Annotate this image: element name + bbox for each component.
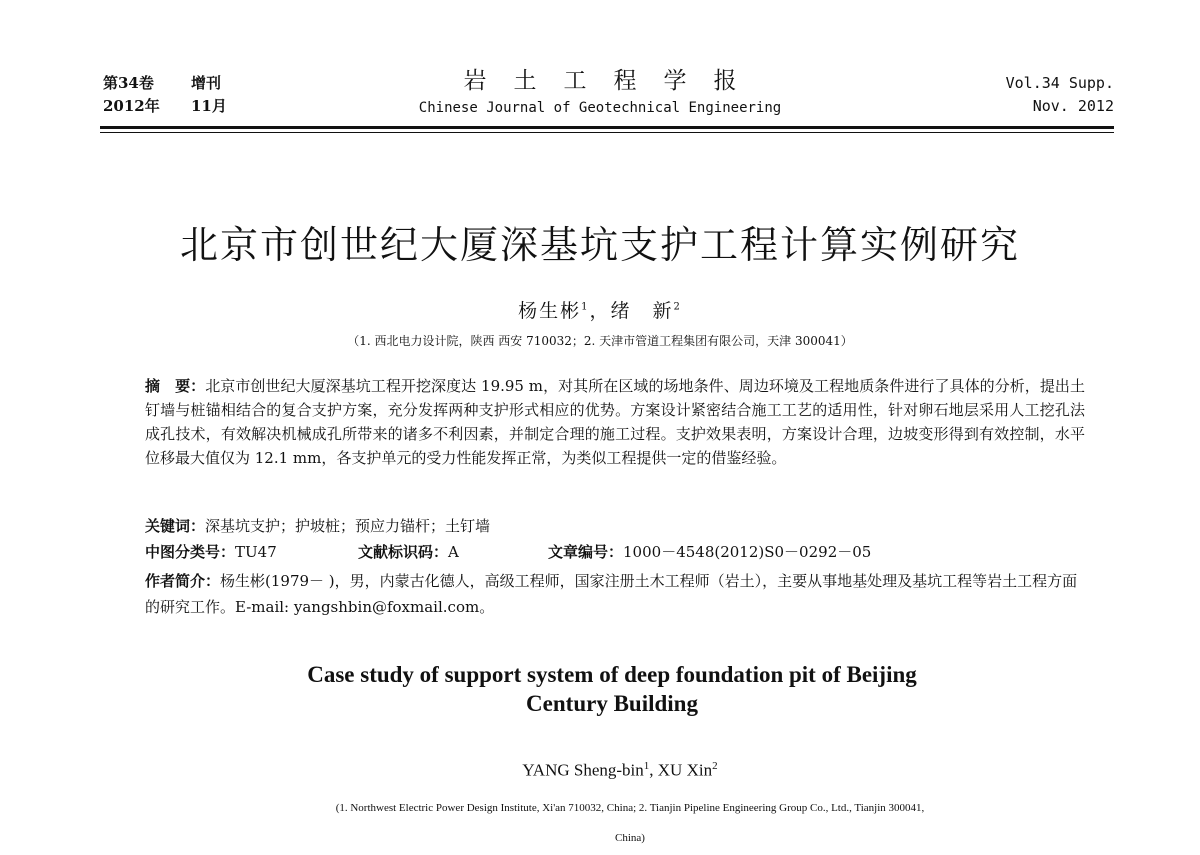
author-2-en-sup: 2 <box>712 760 718 772</box>
abstract-text: 北京市创世纪大厦深基坑工程开挖深度达 19.95 m，对其所在区域的场地条件、周边环境及工程地质条件进行了具体的分析，提出土钉墙与桩锚相结合的复合支护方案，充分发挥两种支护形式相应的优势。方案设计紧密结合施工工艺的适用性，针对卵石地层采用人工挖孔法成孔技术，有效解决机械成孔所带来的诸多不利因素，并制定合理的施工过程。支护效果表明，方案设计合理，边坡变形得到有效控制，水平位移最大值仅为 12.1 mm，各支护单元的受力性能发挥正常，为类似工程提供一定的借鉴经验。 <box>145 377 1085 467</box>
author-1-cn: 杨生彬 <box>518 300 582 322</box>
author-2-en: XU Xin <box>657 760 713 780</box>
affiliation-cn: （1. 西北电力设计院，陕西 西安 710032；2. 天津市管道工程集团有限公司，天津 300041） <box>347 334 853 348</box>
month-label: 11月 <box>191 97 227 115</box>
journal-title-en: Chinese Journal of Geotechnical Engineering <box>418 100 782 116</box>
header-issue-info <box>103 72 227 118</box>
doc-label: 文献标识码： <box>358 543 449 561</box>
classification-line <box>145 540 871 564</box>
affiliation-en-line-2: China) <box>615 832 645 844</box>
authors-en <box>0 760 1200 781</box>
journal-title-cn: 岩土工程学报 <box>463 68 764 94</box>
paper-title-cn: 北京市创世纪大厦深基坑支护工程计算实例研究 <box>179 223 1020 267</box>
bio-text: 杨生彬(1979－ )，男，内蒙古化德人，高级工程师，国家注册土木工程师（岩土），主要从事地基处理及基坑工程等岩土工程方面的研究工作。E-mail: yangshbin@foxmail.com。 <box>145 572 1078 616</box>
header-rule-thin <box>100 132 1114 133</box>
doc-value: A <box>448 543 459 561</box>
clc-label: 中图分类号： <box>145 543 236 561</box>
author-separator: ， <box>589 300 611 322</box>
clc-number <box>145 540 358 564</box>
title-en-line-2: Century Building <box>526 691 698 716</box>
author-1-en-sup: 1 <box>643 760 650 772</box>
year-label: 2012年 <box>103 97 160 115</box>
abstract-cn <box>145 374 1085 470</box>
keywords-cn <box>145 514 490 538</box>
bio-label: 作者简介： <box>145 572 221 590</box>
header-volume-info <box>1006 72 1114 118</box>
supplement-label: 增刊 <box>191 74 222 92</box>
volume-label: 第34卷 <box>103 74 154 92</box>
authors-cn <box>0 296 1200 323</box>
volume-supp: Vol.34 Supp. <box>1005 74 1114 92</box>
abstract-label: 摘 要： <box>145 377 206 395</box>
author-2-sup: 2 <box>673 301 682 313</box>
art-value: 1000－4548(2012)S0－0292－05 <box>623 543 872 561</box>
issue-date: Nov. 2012 <box>1032 97 1114 115</box>
art-label: 文章编号： <box>548 543 624 561</box>
keywords-text: 深基坑支护；护坡桩；预应力锚杆；土钉墙 <box>205 517 491 535</box>
title-en-line-1: Case study of support system of deep foundation pit of Beijing <box>307 662 917 687</box>
author-1-sup: 1 <box>581 301 590 313</box>
keywords-label: 关键词： <box>145 517 206 535</box>
author-1-en: YANG Sheng-bin <box>522 760 644 780</box>
author-en-separator: , <box>649 760 658 780</box>
article-number <box>548 540 871 564</box>
clc-value: TU47 <box>235 543 277 561</box>
author-2-cn: 绪 新 <box>610 300 674 322</box>
paper-title-en <box>0 660 1200 718</box>
affiliation-en <box>220 793 1040 853</box>
journal-masthead <box>300 66 900 118</box>
document-code <box>358 540 548 564</box>
header-rule-thick <box>100 126 1114 129</box>
affiliation-en-line-1: (1. Northwest Electric Power Design Institute, Xi'an 710032, China; 2. Tianjin Pipeline Engineering Group Co., Ltd., Tianjin 300041, <box>335 802 925 814</box>
author-bio <box>145 568 1085 620</box>
